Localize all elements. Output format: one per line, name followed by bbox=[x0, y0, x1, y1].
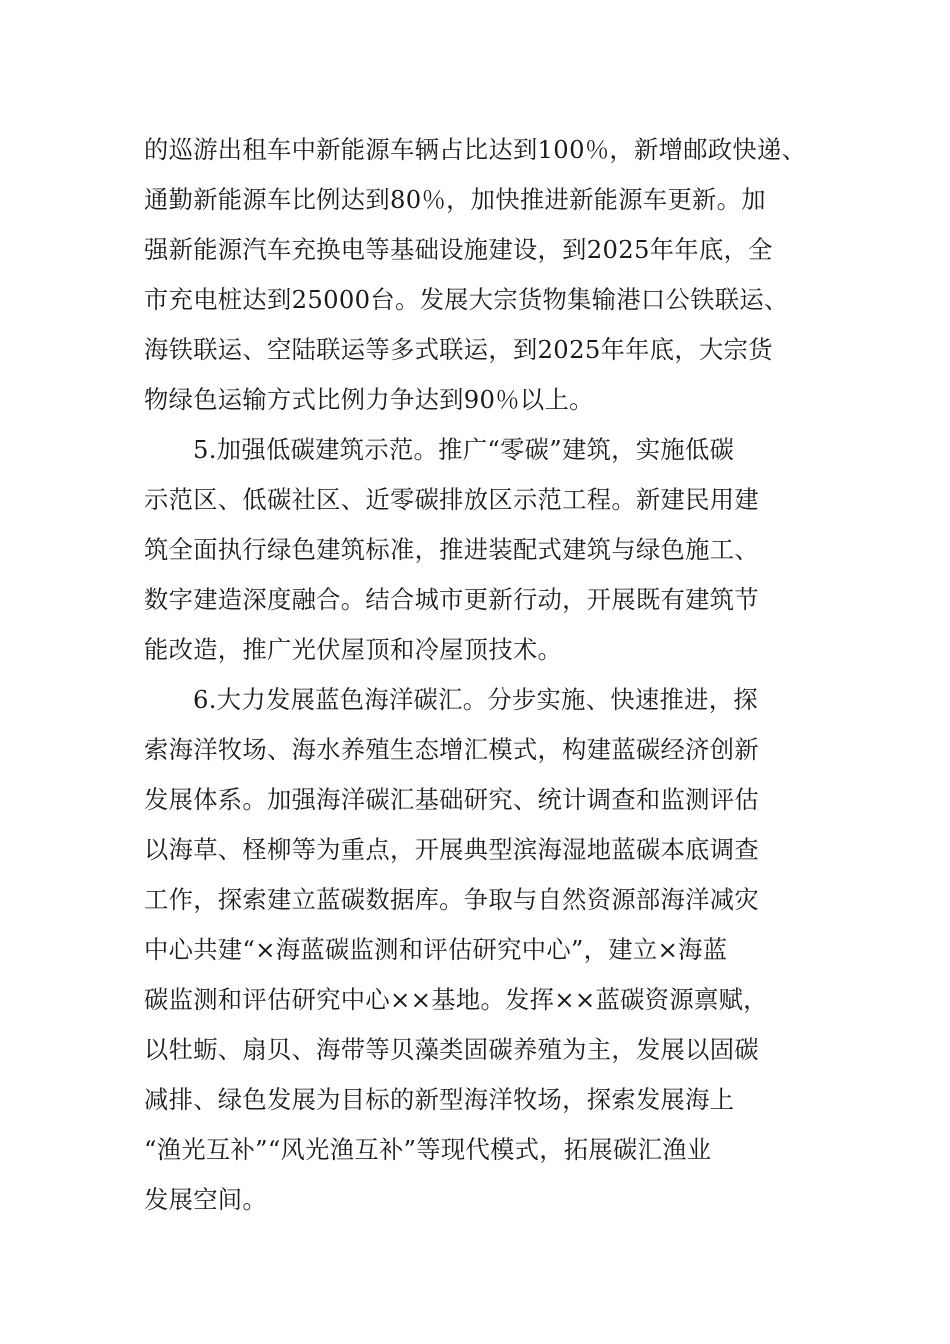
section-6-heading-line: 6.大力发展蓝色海洋碳汇。分步实施、快速推进，探 bbox=[193, 685, 758, 714]
text-line: 数字建造深度融合。结合城市更新行动，开展既有建筑节 bbox=[144, 585, 759, 614]
text-line: 物绿色运输方式比例力争达到90％以上。 bbox=[144, 385, 594, 414]
text-line: 示范区、低碳社区、近零碳排放区示范工程。新建民用建 bbox=[144, 485, 759, 514]
text-line: 以牡蛎、扇贝、海带等贝藻类固碳养殖为主，发展以固碳 bbox=[144, 1035, 759, 1064]
text-line: 发展空间。 bbox=[144, 1185, 267, 1214]
text-line: 工作，探索建立蓝碳数据库。争取与自然资源部海洋减灾 bbox=[144, 885, 759, 914]
text-line: 能改造，推广光伏屋顶和冷屋顶技术。 bbox=[144, 635, 563, 664]
section-5-heading-line: 5.加强低碳建筑示范。推广“零碳”建筑，实施低碳 bbox=[193, 435, 735, 464]
text-line: 通勤新能源车比例达到80％，加快推进新能源车更新。加 bbox=[144, 185, 766, 214]
text-line: 强新能源汽车充换电等基础设施建设，到2025年年底，全 bbox=[144, 235, 773, 264]
text-line: 市充电桩达到25000台。发展大宗货物集输港口公铁联运、 bbox=[144, 285, 789, 314]
text-line: 以海草、柽柳等为重点，开展典型滨海湿地蓝碳本底调查 bbox=[144, 835, 759, 864]
text-line: 发展体系。加强海洋碳汇基础研究、统计调查和监测评估 bbox=[144, 785, 759, 814]
text-line: 海铁联运、空陆联运等多式联运，到2025年年底，大宗货 bbox=[144, 335, 773, 364]
text-line: 的巡游出租车中新能源车辆占比达到100％，新增邮政快递、 bbox=[144, 135, 807, 164]
text-line: 中心共建“×海蓝碳监测和评估研究中心”，建立×海蓝 bbox=[144, 935, 728, 964]
text-line: 减排、绿色发展为目标的新型海洋牧场，探索发展海上 bbox=[144, 1085, 735, 1114]
text-line: “渔光互补”“风光渔互补”等现代模式，拓展碳汇渔业 bbox=[144, 1135, 712, 1164]
text-line: 索海洋牧场、海水养殖生态增汇模式，构建蓝碳经济创新 bbox=[144, 735, 759, 764]
text-line: 碳监测和评估研究中心××基地。发挥××蓝碳资源禀赋， bbox=[144, 985, 768, 1014]
text-line: 筑全面执行绿色建筑标准，推进装配式建筑与绿色施工、 bbox=[144, 535, 759, 564]
